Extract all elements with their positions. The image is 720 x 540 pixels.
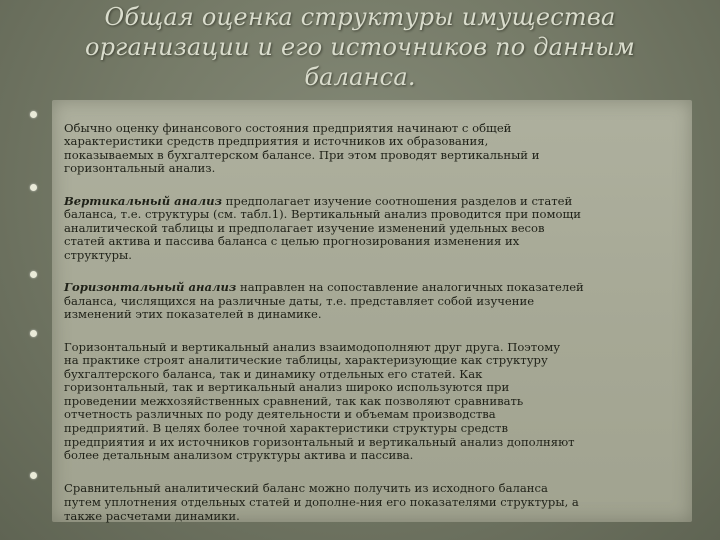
bullet-icon xyxy=(30,330,37,337)
slide-title: Общая оценка структуры имущества организации и его источников по данным баланса. xyxy=(84,3,636,91)
list-item xyxy=(14,327,690,463)
item-text: предполагает изучение соотношения разделов и статей баланса, т.е. структуры (см. табл.1). Вертикальный анализ проводится при помощи аналитической таблицы и предполагает изучение изменений удельных весов статей актива и пассива баланса с целью прогнозирования изменения их структуры. xyxy=(64,193,581,262)
list-item xyxy=(14,268,690,322)
list-item xyxy=(14,108,690,176)
list-item xyxy=(14,181,690,263)
bullet-list xyxy=(14,108,690,528)
item-text: направлен на сопоставление аналогичных показателей баланса, числящихся на различные даты, т.е. представляет собой изучение изменений этих показателей в динамике. xyxy=(64,280,584,322)
item-term: Вертикальный анализ xyxy=(64,193,222,208)
bullet-icon xyxy=(30,184,37,191)
item-text: Обычно оценку финансового состояния предприятия начинают с общей характеристики средств предприятия и источников их образования, показываемых в бухгалтерском балансе. При этом проводят вертикальный и горизонтальный анализ. xyxy=(64,120,540,176)
bullet-icon xyxy=(30,271,37,278)
item-text: Сравнительный аналитический баланс можно получить из исходного баланса путем уплотнения отдельных статей и дополне-ния его показателями структуры, а также расчетами динамики. xyxy=(64,481,579,523)
item-term: Горизонтальный анализ xyxy=(64,280,237,295)
item-text: Горизонтальный и вертикальный анализ взаимодополняют друг друга. Поэтому на практике строят аналитические таблицы, характеризующие как структуру бухгалтерского баланса, так и динамику отдельных его статей. Как горизонтальный, так и вертикальный анализ широко используются при проведении межхозяйственных сравнений, так как позволяют сравнивать отчетность различных по роду деятельности и объемам производства предприятий. В целях более точной характеристики структуры средств предприятия и их источников горизонтальный и вертикальный анализ дополняют более детальным анализом структуры актива и пассива. xyxy=(64,339,575,463)
list-item xyxy=(14,469,690,523)
bullet-icon xyxy=(30,472,37,479)
bullet-icon xyxy=(30,111,37,118)
